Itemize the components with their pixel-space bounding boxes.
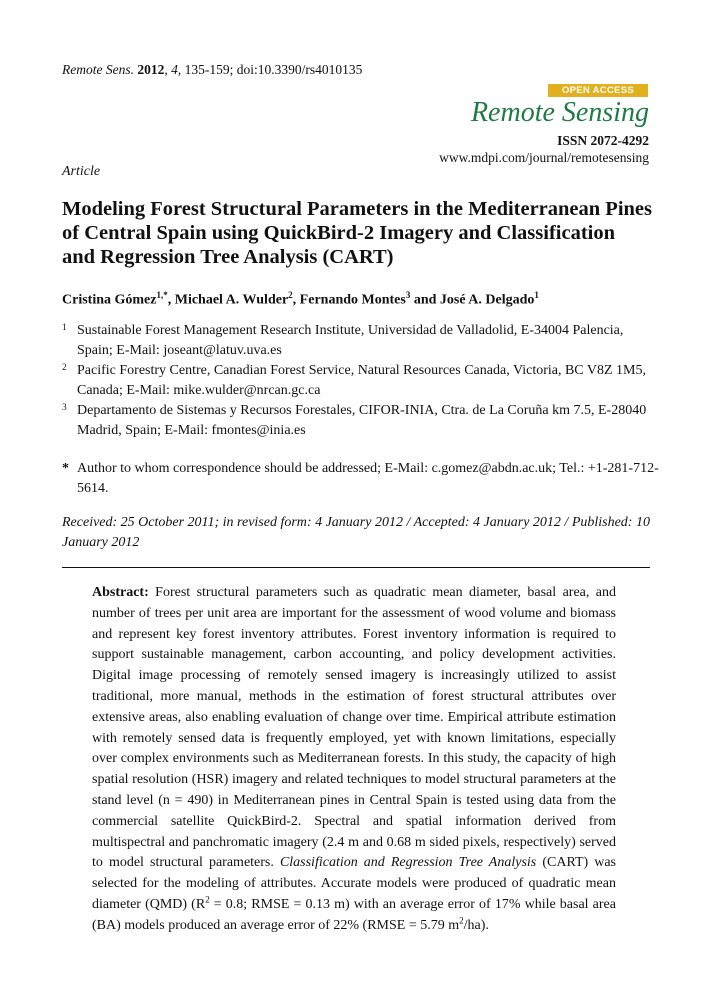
abstract-text: = 0.8; RMSE = 0.13 m) with an average error of 17% while basal area (BA) models produced an average error of 22% (RMSE = 5.79 m xyxy=(92,896,616,933)
affiliation-number: 2 xyxy=(62,363,67,373)
article-type: Article xyxy=(62,164,101,179)
citation-line: Remote Sens. 2012, 4, 135-159; doi:10.3390/rs4010135 xyxy=(62,62,363,77)
affiliation-text: Sustainable Forest Management Research Institute, Universidad de Valladolid, E-34004 Palencia, Spain; E-Mail: joseant@latuv.uva.es xyxy=(77,323,624,358)
affiliation-number: 3 xyxy=(62,403,67,413)
issn: ISSN 2072-4292 xyxy=(557,133,649,148)
abstract-superscript: 2 xyxy=(459,915,464,926)
abstract-superscript: 2 xyxy=(205,894,210,905)
author-separator: and xyxy=(410,292,440,308)
paper-title: Modeling Forest Structural Parameters in the Mediterranean Pines of Central Spain using QuickBird-2 Imagery and Classification and Regression Tree Analysis (CART) xyxy=(62,198,653,268)
author-affil-mark: 1,* xyxy=(156,290,168,300)
author-separator: , xyxy=(292,292,300,308)
abstract-cart-term: Classification and Regression Tree Analysis xyxy=(279,855,537,871)
author-list xyxy=(62,290,539,309)
author-affil-mark: 2 xyxy=(288,290,293,300)
correspondence-star: * xyxy=(62,461,69,476)
open-access-badge: OPEN ACCESS xyxy=(548,84,648,97)
author-name: Cristina Gómez xyxy=(62,292,157,308)
author-name: Michael A. Wulder xyxy=(174,292,289,308)
author-affil-mark: 3 xyxy=(405,290,411,300)
abstract-text: Forest structural parameters such as quadratic mean diameter, basal area, and number of trees per unit area are important for the assessment of wood volume and biomass and represent key forest inventory attributes. Forest inventory information is required to support sustainable management, carbon accounting, and policy development activities. Digital image processing of remotely sensed imagery is increasingly utilized to assist traditional, more manual, methods in the estimation of forest structural attributes over extensive areas, also enabling evaluation of change over time. Empirical attribute estimation with remotely sensed data is frequently employed, yet with known limitations, especially over complex environments such as Mediterranean forests. In this study, the capacity of high spatial resolution (HSR) imagery and related techniques to model structural parameters at the stand level (n = 490) in Mediterranean pines in Central Spain is tested using data from the commercial satellite QuickBird-2. Spectral and spatial information derived from multispectral and panchromatic imagery (2.4 m and 0.68 m sided pixels, respectively) served to model structural parameters. xyxy=(92,585,616,871)
abstract-text: /ha). xyxy=(463,917,489,933)
citation-volume: 4 xyxy=(171,62,178,77)
publication-dates: Received: 25 October 2011; in revised form: 4 January 2012 / Accepted: 4 January 2012 / Published: 10 January 2012 xyxy=(62,515,650,550)
citation-rest: , 135-159; doi:10.3390/rs4010135 xyxy=(177,62,363,77)
abstract-text: (CART) was selected for the modeling of attributes. Accurate models were produced of quadratic mean diameter (QMD) (R xyxy=(92,855,616,912)
journal-url[interactable]: www.mdpi.com/journal/remotesensing xyxy=(439,150,649,165)
journal-name: Remote Sensing xyxy=(470,97,649,128)
author-affil-mark: 1 xyxy=(534,290,539,300)
author-name: José A. Delgado xyxy=(439,292,535,308)
correspondence-text: Author to whom correspondence should be addressed; E-Mail: c.gomez@abdn.ac.uk; Tel.: +1-281-712-5614. xyxy=(77,461,659,496)
abstract-label: Abstract: xyxy=(92,585,149,600)
citation-journal: Remote Sens. xyxy=(62,62,134,77)
author-separator: , xyxy=(167,292,175,308)
affiliation-number: 1 xyxy=(62,323,67,333)
author-name: Fernando Montes xyxy=(299,292,406,308)
section-divider xyxy=(62,567,650,568)
abstract xyxy=(92,583,616,937)
affiliation-text: Departamento de Sistemas y Recursos Forestales, CIFOR-INIA, Ctra. de La Coruña km 7.5, E-28040 Madrid, Spain; E-Mail: fmontes@inia.es xyxy=(77,403,647,438)
citation-year: 2012 xyxy=(137,62,165,77)
affiliation-text: Pacific Forestry Centre, Canadian Forest Service, Natural Resources Canada, Victoria, BC V8Z 1M5, Canada; E-Mail: mike.wulder@nrcan.gc.ca xyxy=(77,363,647,398)
